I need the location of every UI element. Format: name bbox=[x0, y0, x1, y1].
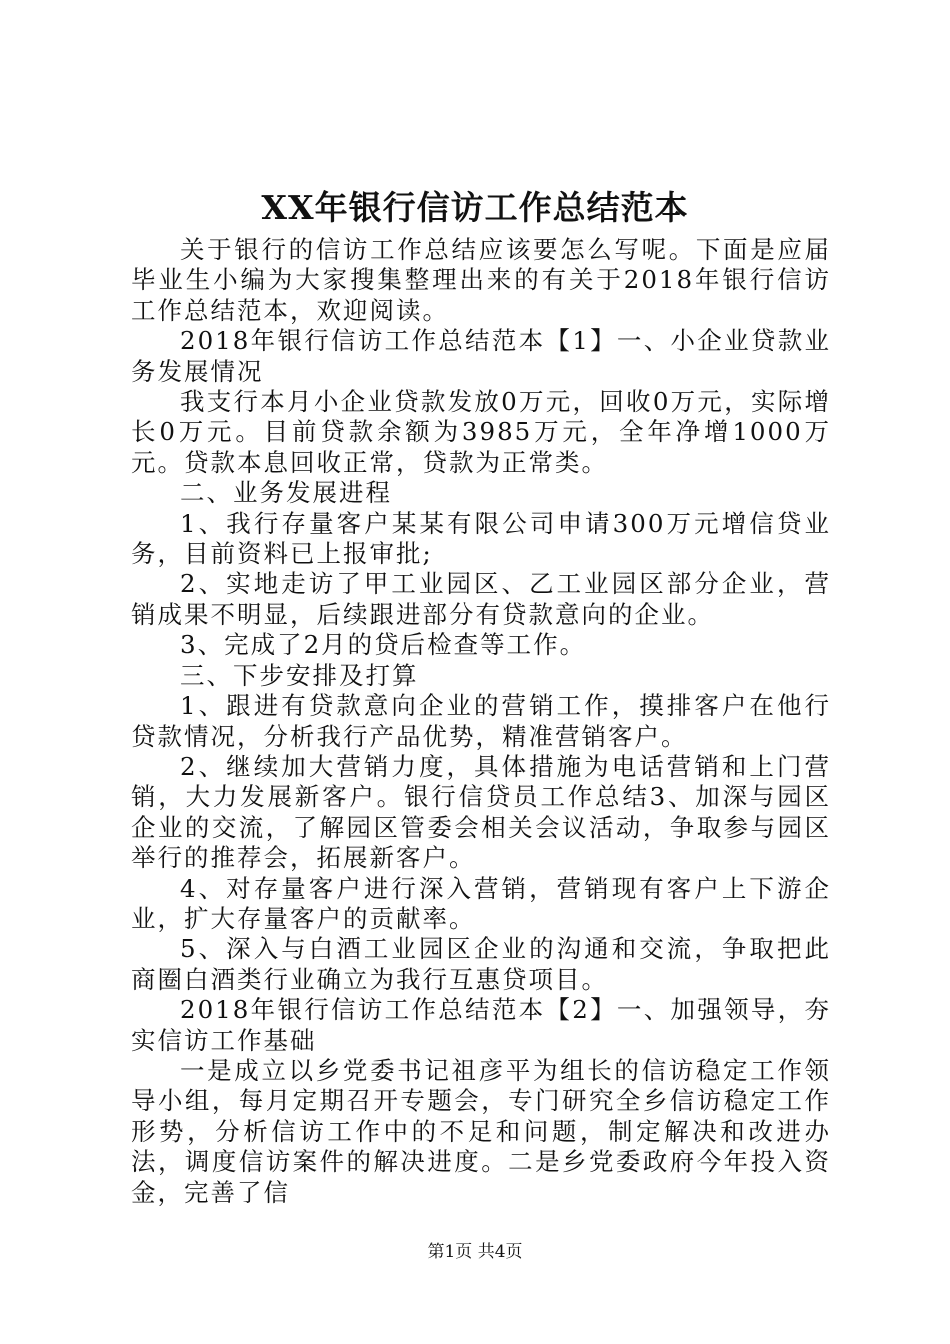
paragraph: 二、业务发展进程 bbox=[180, 478, 392, 508]
page-footer: 第1页 共4页 bbox=[427, 1242, 523, 1262]
paragraph: 2018年银行信访工作总结范本【1】一、小企业贷款业务发展情况 bbox=[131, 326, 831, 386]
paragraph: 关于银行的信访工作总结应该要怎么写呢。下面是应届毕业生小编为大家搜集整理出来的有关于2018年银行信访工作总结范本，欢迎阅读。 bbox=[131, 235, 831, 325]
paragraph: 我支行本月小企业贷款发放0万元，回收0万元，实际增长0万元。目前贷款余额为3985万元，全年净增1000万元。贷款本息回收正常，贷款为正常类。 bbox=[131, 387, 831, 477]
paragraph: 1、跟进有贷款意向企业的营销工作，摸排客户在他行贷款情况，分析我行产品优势，精准营销客户。 bbox=[131, 691, 831, 751]
paragraph: 2018年银行信访工作总结范本【2】一、加强领导，夯实信访工作基础 bbox=[131, 995, 831, 1055]
paragraph: 1、我行存量客户某某有限公司申请300万元增信贷业务，目前资料已上报审批; bbox=[131, 508, 831, 569]
document-body bbox=[131, 235, 831, 1208]
paragraph: 3、完成了2月的贷后检查等工作。 bbox=[180, 630, 587, 660]
paragraph: 2、实地走访了甲工业园区、乙工业园区部分企业，营销成果不明显，后续跟进部分有贷款意向的企业。 bbox=[131, 569, 831, 629]
paragraph: 三、下步安排及打算 bbox=[180, 660, 419, 690]
paragraph: 一是成立以乡党委书记祖彦平为组长的信访稳定工作领导小组，每月定期召开专题会，专门研究全乡信访稳定工作形势，分析信访工作中的不足和问题，制定解决和改进办法，调度信访案件的解决进度。二是乡党委政府今年投入资金，完善了信 bbox=[131, 1055, 831, 1207]
paragraph: 2、继续加大营销力度，具体措施为电话营销和上门营销，大力发展新客户。银行信贷员工作总结3、加深与园区企业的交流，了解园区管委会相关会议活动，争取参与园区举行的推荐会，拓展新客户。 bbox=[131, 751, 831, 873]
paragraph: 4、对存量客户进行深入营销，营销现有客户上下游企业，扩大存量客户的贡献率。 bbox=[131, 873, 831, 933]
document-title: XX年银行信访工作总结范本 bbox=[261, 188, 689, 227]
paragraph: 5、深入与白酒工业园区企业的沟通和交流，争取把此商圈白酒类行业确立为我行互惠贷项目。 bbox=[131, 934, 831, 994]
